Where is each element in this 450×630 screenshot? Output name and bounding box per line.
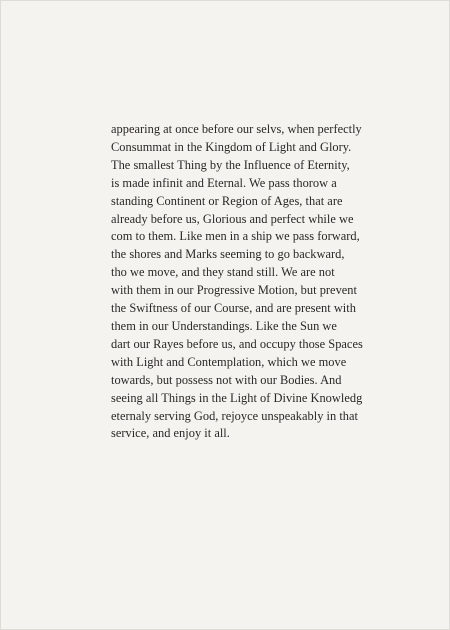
text-line-6: already before us, Glorious and perfect while we bbox=[111, 211, 354, 226]
text-line-8: the shores and Marks seeming to go backward, bbox=[111, 247, 345, 262]
text-line-13: dart our Rayes before us, and occupy those Spaces bbox=[111, 336, 363, 351]
text-line-12: them in our Understandings. Like the Sun we bbox=[111, 318, 337, 333]
body-text bbox=[111, 121, 411, 443]
text-line-3: The smallest Thing by the Influence of Eternity, bbox=[111, 157, 350, 172]
text-line-16: seeing all Things in the Light of Divine Knowledg bbox=[111, 390, 363, 405]
text-line-15: towards, but possess not with our Bodies. And bbox=[111, 372, 342, 387]
text-line-14: with Light and Contemplation, which we move bbox=[111, 354, 347, 369]
text-line-11: the Swiftness of our Course, and are present with bbox=[111, 301, 356, 316]
text-line-1: appearing at once before our selvs, when perfectly bbox=[111, 122, 362, 136]
text-line-5: standing Continent or Region of Ages, that are bbox=[111, 193, 343, 208]
text-line-10: with them in our Progressive Motion, but prevent bbox=[111, 283, 357, 298]
text-line-9: tho we move, and they stand still. We are not bbox=[111, 265, 335, 280]
text-line-18: service, and enjoy it all. bbox=[111, 426, 230, 441]
text-line-4: is made infinit and Eternal. We pass thorow a bbox=[111, 175, 337, 190]
text-line-7: com to them. Like men in a ship we pass forward, bbox=[111, 229, 360, 244]
text-line-2: Consummat in the Kingdom of Light and Glory. bbox=[111, 139, 352, 154]
text-line-17: eternaly serving God, rejoyce unspeakably in that bbox=[111, 408, 358, 423]
